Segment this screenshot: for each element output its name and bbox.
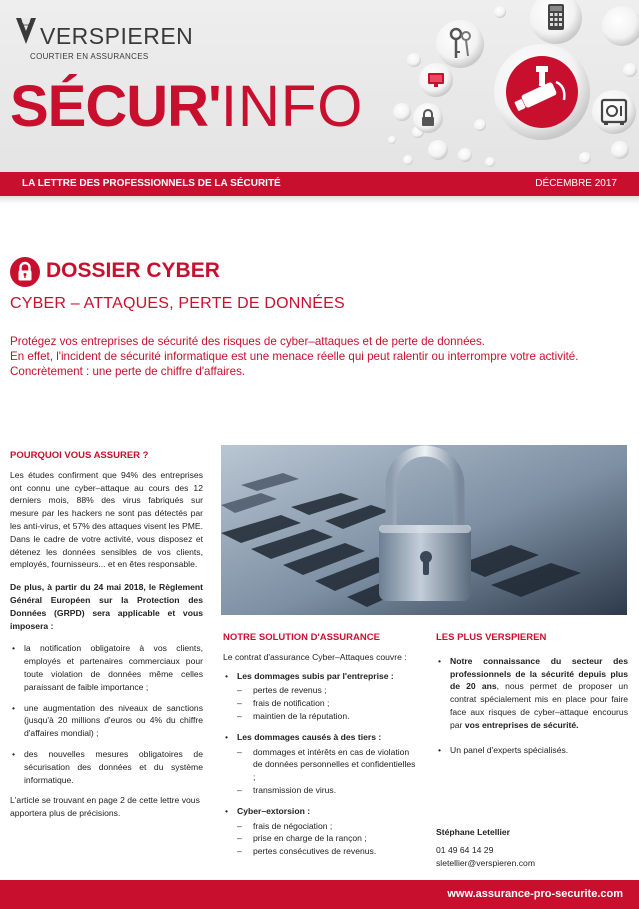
brand-name: VERSPIEREN: [40, 23, 194, 49]
list-item: – transmission de virus.: [237, 784, 419, 797]
cctv-camera-icon: [494, 44, 590, 140]
contact-email[interactable]: sletellier@verspieren.com: [436, 858, 535, 868]
intro-paragraph: [10, 334, 630, 379]
list-item: – dommages et intérêts en cas de violation de données personnelles et confidentielles ;: [237, 746, 419, 784]
issue-date: DÉCEMBRE 2017: [535, 178, 617, 189]
list-item: – frais de négociation ;: [237, 820, 419, 833]
solution-heading: NOTRE SOLUTION D'ASSURANCE: [223, 632, 380, 643]
list-item: • des nouvelles mesures obligatoires de sécurisation des données et du système informatique.: [10, 748, 203, 786]
verspieren-advantages-column: [436, 632, 628, 768]
coverage-group-title: • Les dommages subis par l'entreprise :: [237, 670, 394, 681]
coverage-group: [223, 805, 419, 858]
keypad-icon: [530, 0, 582, 44]
coverage-group-title: • Les dommages causés à des tiers :: [237, 731, 382, 742]
logo-mark-icon: [16, 18, 36, 46]
advantage-text: , nous permet de proposer un contrat spécialement mis en place pour faire face aux risques de cyber–attaque encourus par: [450, 681, 628, 730]
intro-line: En effet, l'incident de sécurité informatique est une menace réelle qui peut ralentir ou interrompre votre activité.: [10, 350, 579, 363]
list-item: – pertes consécutives de revenus.: [237, 845, 419, 858]
list-item: – maintien de la réputation.: [237, 710, 419, 723]
statistics-paragraph: Les études confirment que 94% des entreprises ont connu une cyber–attaque au cours des 12 derniers mois, 88% des virus fabriqués sur mesure par les hackers ne sont pas détectés par les anti-virus, et 57% des attaques visent les PME.: [10, 469, 203, 531]
coverage-group: [223, 670, 419, 723]
title-light: INFO: [220, 74, 364, 139]
insurance-solution-column: [223, 632, 419, 866]
contact-name: Stéphane Letellier: [436, 827, 511, 837]
list-item: • Un panel d'experts spécialisés.: [436, 744, 628, 757]
list-item: • une augmentation des niveaux de sanctions (jusqu'à 20 millions d'euros ou 4% du chiffre d'affaires mondial) ;: [10, 702, 203, 740]
brand-tagline: COURTIER EN ASSURANCES: [30, 52, 149, 61]
intro-line: Protégez vos entreprises de sécurité des risques de cyber–attaques et de perte de données.: [10, 335, 485, 348]
list-item: – pertes de revenus ;: [237, 684, 419, 697]
advantages-list: [436, 655, 628, 757]
list-item: [436, 655, 628, 732]
masthead: [0, 0, 639, 172]
padlock-icon: [10, 257, 40, 287]
safe-icon: [592, 90, 636, 134]
monitor-icon: [419, 63, 453, 97]
gdpr-obligations-list: [10, 642, 203, 786]
title-bold: SÉCUR': [10, 74, 221, 139]
security-bubbles-illustration: [380, 0, 639, 172]
list-item: • la notification obligatoire à vos clients, employés et partenaires commerciaux pour toute violation de données même celles paraissant de faible importance ;: [10, 642, 203, 693]
contact-phone[interactable]: 01 49 64 14 29: [436, 844, 494, 855]
responsibility-paragraph: Dans le cadre de votre activité, vous disposez et détenez les données sensibles de vos clients, employés, fournisseurs... et en êtes responsable.: [10, 533, 203, 570]
dossier-subtitle: CYBER – ATTAQUES, PERTE DE DONNÉES: [10, 295, 345, 312]
why-insure-column: [10, 450, 203, 820]
newsletter-title: [10, 74, 364, 139]
dossier-title: DOSSIER CYBER: [46, 259, 220, 282]
newsletter-tagline: LA LETTRE DES PROFESSIONNELS DE LA SÉCURITÉ: [22, 178, 281, 189]
gdpr-paragraph: De plus, à partir du 24 mai 2018, le Règlement Général Européen sur la Protection des Données (GRPD) sera applicable et vous imposera :: [10, 582, 203, 631]
closing-paragraph: L'article se trouvant en page 2 de cette lettre vous apportera plus de précisions.: [10, 795, 200, 819]
advantage-strong-end: vos entreprises de sécurité.: [464, 719, 579, 730]
keys-icon: [436, 20, 484, 68]
coverage-group-title: • Cyber–extorsion :: [237, 805, 311, 816]
laptop-padlock-photo: [221, 445, 627, 615]
solution-intro: Le contrat d'assurance Cyber–Attaques couvre :: [223, 651, 407, 662]
coverage-list: [223, 670, 419, 858]
contact-block: [436, 826, 535, 871]
advantage-strong: Notre connaissance du secteur des professionnels de la sécurité depuis plus de 20 ans: [450, 655, 628, 692]
intro-line: Concrètement : une perte de chiffre d'affaires.: [10, 365, 246, 378]
list-item: – frais de notification ;: [237, 697, 419, 710]
list-item: – prise en charge de la rançon ;: [237, 832, 419, 845]
why-insure-heading: POURQUOI VOUS ASSURER ?: [10, 450, 149, 461]
footer-band: [0, 880, 639, 909]
advantages-heading: LES PLUS VERSPIEREN: [436, 632, 547, 643]
website-link[interactable]: www.assurance-pro-securite.com: [447, 888, 623, 900]
band-shadow: [0, 196, 639, 204]
header-band: [0, 172, 639, 196]
lock-icon: [413, 103, 443, 133]
coverage-group: [223, 731, 419, 797]
